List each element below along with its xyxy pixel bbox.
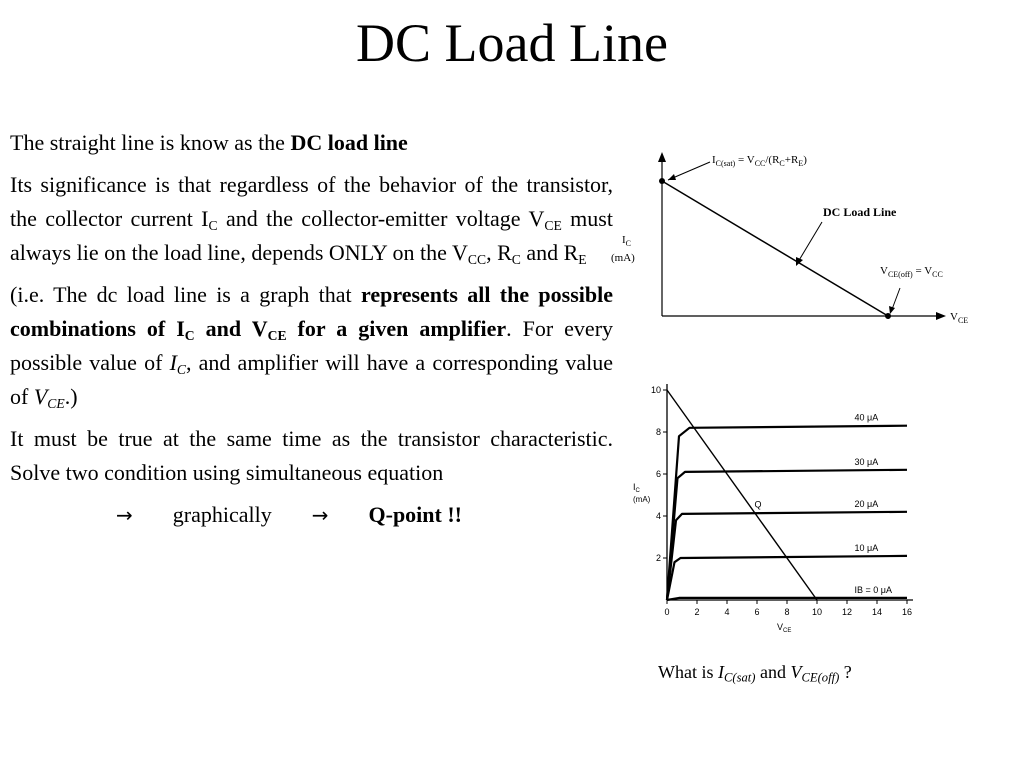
y-tick-label: 2 — [655, 553, 661, 563]
slide-title: DC Load Line — [356, 13, 668, 73]
y-tick-label: 4 — [655, 511, 661, 521]
x-axis-label: $V_{CE}$ — [777, 622, 792, 634]
x-tick-label: 2 — [694, 607, 700, 617]
paragraph-1: The straight line is know as the DC load line — [10, 130, 408, 155]
curve-label: 20 μA — [854, 498, 879, 509]
x-tick-label: 6 — [754, 607, 760, 617]
ic-sat-label: $I_{C(sat)} = V_{CC}/(R_C+R_E)$ — [712, 154, 807, 168]
y-axis-label: $I_C$ — [622, 234, 632, 248]
paragraph-3: (i.e. The dc load line is a graph that represents all the possible combinations of $I_C$ and $V_{CE}$ for a given amplifier. For every possible value of $I_C$, and amplifier will have a corresponding value of $V_{CE}$.) — [10, 282, 614, 411]
x-tick-label: 0 — [664, 607, 670, 617]
vce-off-pointer-arrow-icon — [889, 306, 895, 314]
y-tick-label: 8 — [655, 427, 661, 437]
y-axis-unit: (mA) — [611, 252, 635, 264]
right-arrow-icon: → — [311, 503, 329, 527]
curve-label: 30 μA — [854, 456, 879, 467]
right-arrow-icon: → — [116, 503, 133, 527]
y-tick-label: 6 — [655, 469, 661, 479]
characteristic-curves-chart — [630, 378, 930, 648]
y-axis-unit: (mA) — [633, 495, 651, 504]
x-tick-label: 12 — [841, 607, 853, 617]
curve-label: 10 μA — [854, 542, 879, 553]
y-tick-label: 10 — [650, 385, 661, 395]
line-label-pointer — [798, 222, 822, 262]
q-point-label: Q — [754, 499, 762, 510]
x-tick-label: 14 — [871, 607, 883, 617]
x-tick-label: 4 — [724, 607, 730, 617]
y-axis-label: $I_C$ — [633, 482, 640, 494]
curve-label: IB = 0 μA — [854, 584, 892, 595]
paragraph-2: Its significance is that regardless of the behavior of the transistor, the collector current $I_C$ and the collector-emitter voltage $V_{CE}$ must always lie on the load line, depends ONLY on the $V_{CC}$, $R_C$ and $R_E$ — [10, 172, 613, 267]
question-text: What is $I_{C(sat)}$ and $V_{CE(off)}$ ? — [658, 662, 852, 685]
paragraph-4: It must be true at the same time as the transistor characteristic. Solve two condition using simultaneous equation — [10, 426, 613, 485]
qpoint-line: → graphically → Q-point !! — [116, 502, 462, 527]
vce-off-label: $V_{CE(off)} = V_{CC}$ — [880, 265, 943, 279]
dc-load-line-label: DC Load Line — [823, 205, 897, 219]
x-axis-label: $V_{CE}$ — [950, 311, 969, 325]
dc-load-line-diagram — [610, 146, 990, 341]
curve-line — [667, 470, 907, 600]
characteristic-curves-svg — [630, 378, 930, 643]
ic-sat-point — [659, 178, 665, 184]
x-axis-arrow-icon — [936, 312, 946, 320]
load-line — [667, 390, 817, 600]
x-tick-label: 10 — [811, 607, 823, 617]
vce-off-point — [885, 313, 891, 319]
curve-label: 40 μA — [854, 412, 879, 423]
x-tick-label: 16 — [901, 607, 913, 617]
y-axis-arrow-icon — [658, 152, 666, 162]
x-tick-label: 8 — [784, 607, 790, 617]
load-line — [662, 181, 888, 316]
ic-sat-pointer-arrow-icon — [668, 174, 676, 180]
body-text — [10, 126, 613, 540]
